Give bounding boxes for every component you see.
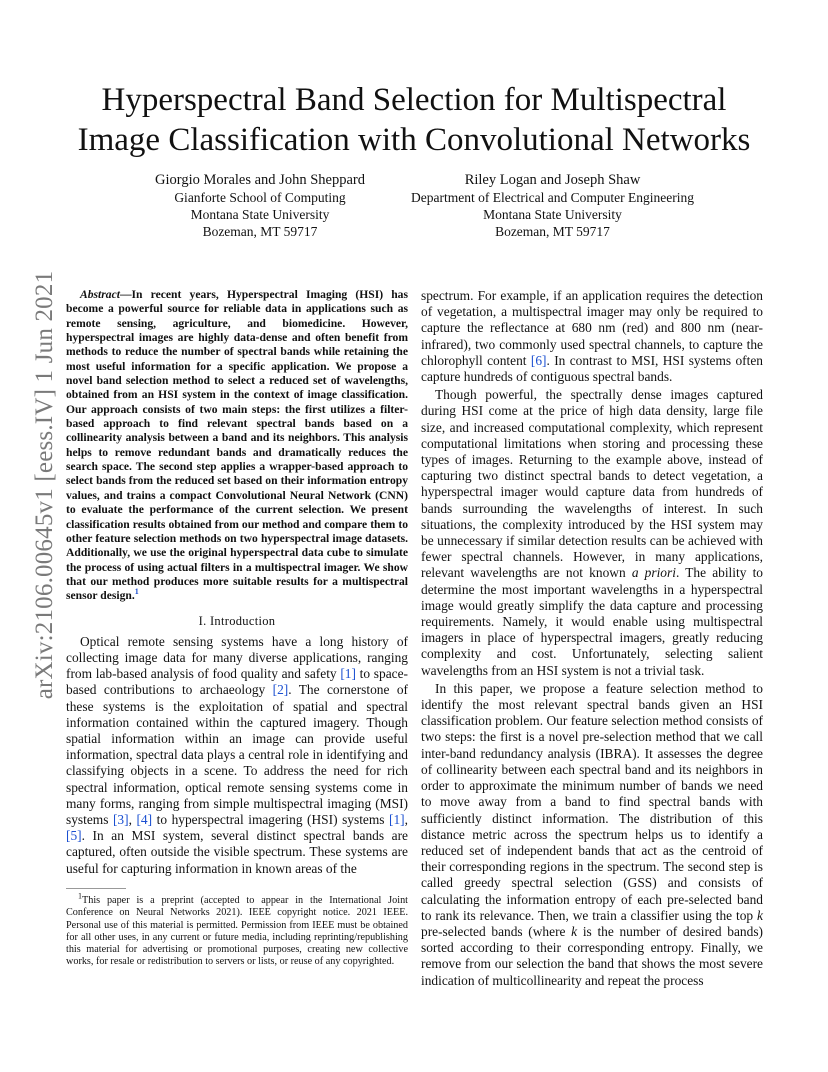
author-city: Bozeman, MT 59717 [495, 224, 610, 239]
body-text: . The cornerstone of these systems is the exploitation of spatial and spectral information contained within the captured imagery. Though spatial information within an image can provide useful information, spectral data plays a central role in identifying and classifying objects in a scene. To address the need for rich spectral information, optical remote sensing systems come in many forms, ranging from simple multispectral imaging (MSI) systems [66, 682, 408, 827]
body-text: In this paper, we propose a feature selection method to identify the most relevant spectral bands given an HSI classification problem. Our feature selection method consists of two steps: the first is a novel pre-selection method that we call inter-band redundancy analysis (IBRA). It assesses the degree of collinearity between each spectral band and its neighbors in order to approximate the minimum number of bands we need to move away from a band to find spectral bands with sufficiently distinct information. The distribution of this distance metric across the spectrum helps us to identify a reduced set of independent bands that act as the centroid of their corresponding regions in the spectrum. The second step is called greedy spectral selection (GSS) and consists of calculating the information entropy of each pre-selected band to rank its relevance. Then, we train a classifier using the top [421, 680, 763, 923]
citation-link[interactable]: [2] [272, 682, 289, 698]
arxiv-stamp[interactable] [22, 270, 68, 700]
body-text: spectrum. For example, if an application requires the detection of vegetation, a multispectral imager may only be required to capture the reflectance at 680 nm (red) and 800 nm (near-infrared), two commonly used spectral channels, to capture the chlorophyll content [421, 288, 763, 368]
abstract-text: —In recent years, Hyperspectral Imaging (HSI) has become a powerful source for reliable data in applications such as remote sensing, agriculture, and biomedicine. However, hyperspectral images are highly data-dense and often benefit from methods to reduce the number of spectral bands while retaining the most useful information for a specific application. We propose a novel band selection method to select a reduced set of wavelengths, obtained from an HSI system in the context of image classification. Our approach consists of two main steps: the first utilizes a filter-based approach to find relevant spectral bands based on a collinearity analysis between a band and its neighbors. This analysis helps to remove redundant bands and dramatically reduces the search space. The second step applies a wrapper-based approach to select bands from the reduced set based on their information entropy values, and trains a compact Convolutional Neural Network (CNN) to evaluate the performance of the current selection. We present classification results obtained from our method and compare them to other feature selection methods on two hyperspectral image datasets. Additionally, we use the original hyperspectral data cube to simulate the process of using actual filters in a multispectral imager. We show that our method produces more suitable results for a multispectral sensor design. [66, 288, 408, 603]
right-paragraph-1 [421, 288, 763, 385]
author-department: Gianforte School of Computing [174, 190, 346, 205]
body-text: , [128, 812, 137, 827]
body-text: . The ability to determine the most important wavelengths in a hyperspectral image would greatly simplify the data capture and processing requirements. Namely, it would enable using multispectral imagers in place of hyperspectral imagers, greatly reducing complexity and cost. Unfortunately, selecting salient wavelengths from an HSI system is not a trivial task. [421, 565, 763, 678]
citation-link[interactable]: [6] [530, 352, 547, 368]
right-paragraph-3 [421, 681, 763, 989]
intro-paragraph-1 [66, 634, 408, 877]
citation-link[interactable]: [5] [66, 828, 82, 844]
author-university: Montana State University [483, 207, 622, 222]
italic-text: k [757, 907, 763, 923]
citation-link[interactable]: [3] [112, 812, 129, 827]
body-text: . In contrast to MSI, HSI systems often capture hundreds of contiguous spectral bands. [421, 352, 763, 385]
author-names: Riley Logan and Joseph Shaw [464, 172, 641, 188]
arxiv-stamp-text: arXiv:2106.00645v1 [eess.IV] 1 Jun 2021 [31, 270, 58, 700]
body-text: pre-selected bands (where [421, 923, 572, 939]
body-text: Optical remote sensing systems have a long history of collecting image data for many diverse applications, ranging from lab-based analysis of food quality and safety [66, 633, 408, 682]
body-text: , [404, 812, 408, 827]
body-text: . In an MSI system, several distinct spectral bands are captured, often outside the visible spectrum. These systems are useful for capturing information in known areas of the [66, 828, 408, 876]
title-line-1: Hyperspectral Band Selection for Multispectral [101, 82, 727, 118]
body-text: to hyperspectral imagering (HSI) systems [152, 812, 390, 827]
author-department: Department of Electrical and Computer Engineering [410, 190, 695, 205]
body-text: is the number of desired bands) sorted according to their corresponding entropy. Finally, we remove from our selection the band that shows the most severe indication of multicollinearity and repeat the process [421, 923, 763, 988]
citation-link[interactable]: [4] [136, 812, 153, 827]
footnote-link[interactable]: 1 [134, 587, 139, 597]
footnote-text: This paper is a preprint (accepted to appear in the International Joint Conference on Neural Networks 2021). IEEE copyright notice. 2021 IEEE. Personal use of this material is permitted. Permission from IEEE must be obtained for all other uses, in any current or future media, including reprinting/republishing this material for advertising or promotional purposes, creating new collective works, for resale or redistribution to servers or lists, or reuse of any copyrighted. [66, 895, 408, 968]
title-line-2: Image Classification with Convolutional Networks [77, 122, 751, 158]
footnote [66, 891, 408, 969]
footnote-rule [66, 888, 126, 889]
author-block-1 [120, 172, 400, 240]
paper-title [60, 80, 768, 160]
author-block-2 [400, 172, 705, 240]
author-university: Montana State University [190, 207, 330, 222]
abstract [66, 288, 408, 604]
body-text: to space-based contributions to archaeology [66, 666, 408, 698]
right-paragraph-2 [421, 387, 763, 679]
italic-text: a priori [631, 565, 676, 581]
right-column [421, 288, 763, 989]
left-column [66, 288, 408, 877]
abstract-label: Abstract [80, 288, 120, 301]
section-heading: I. Introduction [198, 613, 276, 628]
author-names: Giorgio Morales and John Sheppard [155, 172, 365, 188]
italic-text: k [571, 923, 578, 939]
author-city: Bozeman, MT 59717 [202, 224, 318, 239]
citation-link[interactable]: [1] [340, 666, 356, 682]
footnote-number: 1 [78, 891, 82, 901]
citation-link[interactable]: [1] [389, 812, 405, 827]
body-text: Though powerful, the spectrally dense images captured during HSI come at the price of high data density, large file size, and increased computational complexity, which represent computational limitations when storing and processing these types of images. Returning to the example above, instead of capturing two distinct spectral bands to detect vegetation, a hyperspectral imager would capture data from hundreds of bands surrounding the wavelengths of interest. In such situations, the complexity introduced by the HSI system may be unnecessary if similar detection results can be achieved with fewer spectral channels. However, in many applications, relevant wavelengths are not known [421, 387, 763, 581]
